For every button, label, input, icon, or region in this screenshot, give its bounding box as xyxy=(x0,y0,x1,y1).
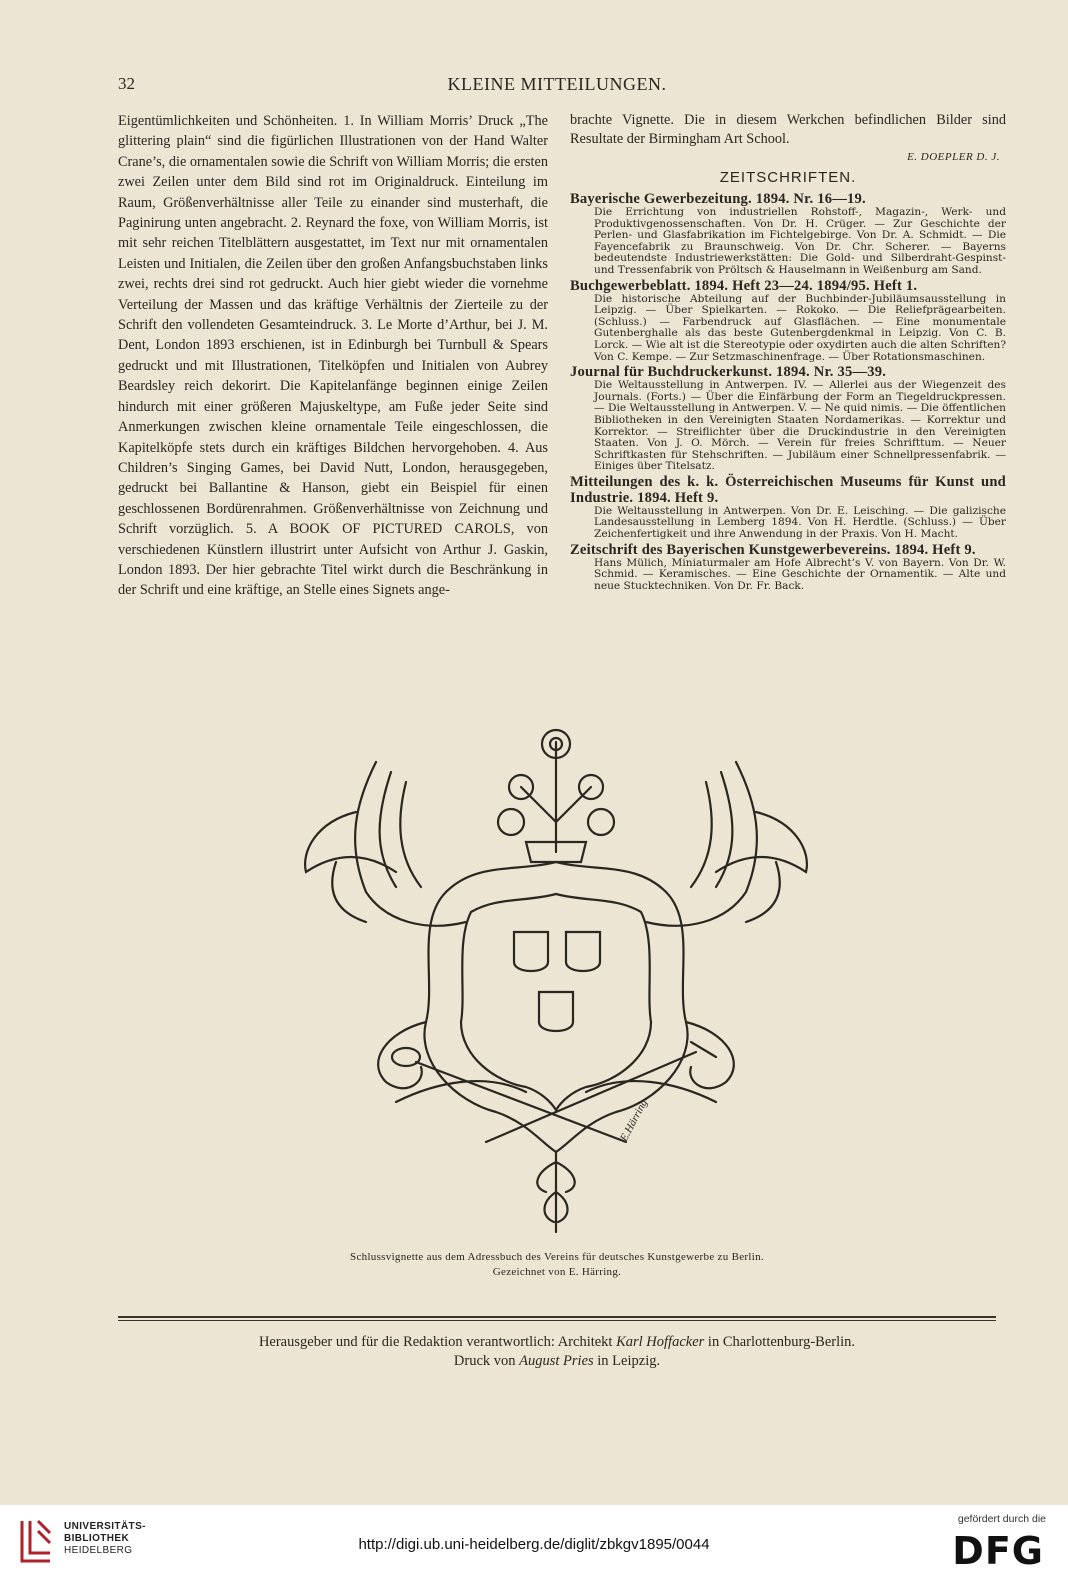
journal-entry xyxy=(570,474,1006,541)
figure-caption-line1: Schlussvignette aus dem Adressbuch des Vereins für deutsches Kunstgewerbe zu Berlin. xyxy=(350,1251,764,1263)
journal-entry xyxy=(570,364,1006,473)
artist-signature: E.Härring xyxy=(618,1097,651,1144)
journal-title: Buchgewerbeblatt. 1894. Heft 23—24. 1894/95. Heft 1. xyxy=(570,277,918,294)
right-column xyxy=(570,111,1006,593)
page-header xyxy=(118,74,996,98)
section-heading: ZEITSCHRIFTEN. xyxy=(719,169,857,186)
editor-name: Karl Hoffacker xyxy=(616,1334,705,1350)
left-column xyxy=(118,111,548,601)
journal-contents: Die Weltausstellung in Antwerpen. Von Dr. E. Leisching. — Die galizische Landesausstellung in Lemberg 1894. Von H. Herdtle. (Schluss.) — Über Zeichenfertigkeit und ihre Anwendung in der Praxis. Von H. Macht. xyxy=(594,504,1006,541)
journal-title: Zeitschrift des Bayerischen Kunstgewerbevereins. 1894. Heft 9. xyxy=(570,541,976,558)
author-signature: E. DOEPLER D. J. xyxy=(907,151,1000,163)
journal-contents: Hans Mülich, Miniaturmaler am Hofe Albrecht’s V. von Bayern. Von Dr. W. Schmid. — Keramisches. — Eine Geschichte der Ornamentik. — Alte und neue Stucktechniken. Von Dr. Fr. Back. xyxy=(594,556,1006,592)
library-name: UNIVERSITÄTS- BIBLIOTHEK HEIDELBERG xyxy=(64,1521,146,1556)
dfg-logo-icon[interactable]: DFG xyxy=(952,1529,1044,1573)
permalink-url[interactable]: http://digi.ub.uni-heidelberg.de/diglit/zbkgv1895/0044 xyxy=(358,1536,710,1553)
figure-caption-line2: Gezeichnet von E. Härring. xyxy=(492,1266,622,1278)
running-title: KLEINE MITTEILUNGEN. xyxy=(447,74,667,94)
digitization-footer xyxy=(0,1505,1068,1582)
ornamental-vignette xyxy=(296,722,816,1242)
printer-name: August Pries xyxy=(519,1353,594,1369)
imprint-line2: Druck von August Pries in Leipzig. xyxy=(453,1353,661,1369)
journal-entry xyxy=(570,191,1006,277)
journal-title: Bayerische Gewerbezeitung. 1894. Nr. 16—19. xyxy=(570,191,866,207)
journal-title: Mitteilungen des k. k. Österreichischen Museums für Kunst und Industrie. 1894. Heft 9. xyxy=(570,473,1006,506)
journal-contents: Die Errichtung von industriellen Rohstoff-, Magazin-, Werk- und Produktivgenossenschaften. Von Dr. H. Crüger. — Zur Geschichte der Perlen- und Glasfabrikation im Fichtelgebirge. Von Dr. A. Schmidt. — Die Fayencefabrik zu Braunschweig. Von Dr. Chr. Scherer. — Bayerns bedeutendste Industriewerkstätten: Die Gold- und Silberdraht-Gespinst- und Tressenfabrik von Pröltsch & Hauselmann in Weißenburg am Sand. xyxy=(594,206,1006,276)
journal-title: Journal für Buchdruckerkunst. 1894. Nr. 35—39. xyxy=(570,364,887,381)
journal-contents: Die historische Abteilung auf der Buchbinder-Jubiläumsausstellung in Leipzig. — Über Spielkarten. — Rokoko. — Die Reliefprägearbeiten. (Schluss.) — Farbendruck auf Glasflächen. — Eine monumentale Gutenberghalle als das beste Gutenbergdenkmal in Leipzig. Von C. B. Lorck. — Wie alt ist die Stereotypie oder oxydirten auch die alten Schriften? Von C. Kempe. — Zur Setzmaschinenfrage. — Über Rotationsmaschinen. xyxy=(594,292,1006,363)
divider-rule xyxy=(118,1316,996,1318)
article-text: Eigentümlichkeiten und Schönheiten. 1. In William Morris’ Druck „The glittering plain“ sind die figürlichen Illustrationen von der Hand Walter Crane’s, die ornamentalen sowie die Schrift von William Morris; die ersten zwei Zeilen unter dem Bild sind rot im Originaldruck. Einteilung im Raum, Größenverhältnisse aller Teile zu einander sind musterhaft, die Paginirung unten angebracht. 2. Reynard the foxe, von William Morris, ist mit sehr reichen Titelblättern ausgestattet, im Text nur mit ornamentalen Leisten und Initialen, die Zeilen über den großen Anfangsbuchstaben links zwei, rechts drei sind rot gedruckt. Auch hier giebt wieder die vornehme Verteilung der Massen und das kräftige Verhältnis der Zierteile zu der Schrift den vollendeten Gesamteindruck. 3. Le Morte d’Arthur, bei J. M. Dent, London 1893 erschienen, ist in Edinburgh bei Turnbull & Spears gedruckt und mit Illustrationen, Titelköpfen und Initialen von Aubrey Beardsley reich dekorirt. Die Kapitelanfänge beginnen einige Zeilen hindurch mit einer größeren Majuskeltype, am Fuße jeder Seite sind Anmerkungen zwischen kleine ornamentale Teile eingeschlossen, die Kapitelköpfe stets durch ein kräftiges Bildchen hervorgehoben. 4. Aus Children’s Singing Games, bei David Nutt, London, herausgegeben, gedruckt bei Ballantine & Hanson, giebt ein Beispiel für einen geschlossenen Bordürenrahmen. Größenverhältnisse von Zeichnung und Schrift vorzüglich. 5. A BOOK OF PICTURED CAROLS, von verschiedenen Künstlern illustrirt unter Aufsicht von Arthur J. Gaskin, London 1893. Der hier gebrachte Titel wirkt durch die Beschränkung in der Schrift und eine kräftige, an Stelle eines Signets ange- xyxy=(118,113,548,599)
article-continuation: brachte Vignette. Die in diesem Werkchen befindlichen Bilder sind Resultate der Birmingham Art School. xyxy=(570,112,1006,147)
funding-note: gefördert durch die xyxy=(957,1513,1046,1525)
divider-rule xyxy=(118,1320,996,1321)
journal-entry xyxy=(570,542,1006,593)
journal-entry xyxy=(570,278,1006,364)
journal-contents: Die Weltausstellung in Antwerpen. IV. — Allerlei aus der Wiegenzeit des Journals. (Forts.) — Über die Einfärbung der Form an Tiegeldruckpressen. — Die Weltausstellung in Antwerpen. V. — Ne quid nimis. — Die öffentlichen Bibliotheken in den Vereinigten Staaten Nordamerikas. — Korrektur und Korrektor. — Streiflichter über die Druckindustrie in den Vereinigten Staaten. Von J. O. Mörch. — Verein für freies Schrifttum. — Neuer Schriftkasten für Stehschriften. — Jubiläum einer Schnellpressenfabrik. — Einiges über Titelsatz. xyxy=(594,379,1006,473)
imprint-line1: Herausgeber und für die Redaktion verantwortlich: Architekt Karl Hoffacker in Charlottenburg-Berlin. xyxy=(258,1334,856,1350)
page-number: 32 xyxy=(118,74,135,93)
